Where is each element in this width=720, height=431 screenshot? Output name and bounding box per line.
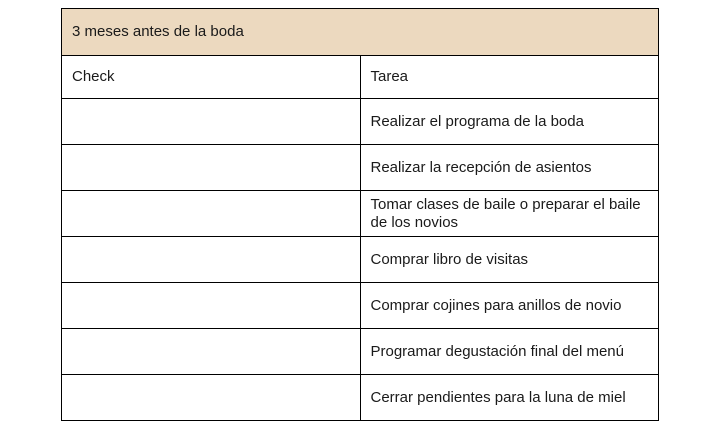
row-checkbox-cell[interactable] xyxy=(62,237,361,283)
row-task-cell xyxy=(360,99,659,145)
column-header-task xyxy=(360,56,659,99)
row-task-cell xyxy=(360,145,659,191)
table-row xyxy=(62,237,659,283)
row-checkbox-cell[interactable] xyxy=(62,191,361,237)
row-task-label: Comprar libro de visitas xyxy=(370,250,529,268)
table-row xyxy=(62,375,659,421)
table-title-cell xyxy=(62,9,659,56)
table-title-row xyxy=(62,9,659,56)
column-header-check xyxy=(62,56,361,99)
checklist-table-body xyxy=(62,9,659,421)
table-row xyxy=(62,283,659,329)
row-checkbox-cell[interactable] xyxy=(62,99,361,145)
row-checkbox-cell[interactable] xyxy=(62,145,361,191)
row-task-label: Comprar cojines para anillos de novio xyxy=(370,296,622,314)
checklist-table-container xyxy=(61,8,659,414)
table-column-header-row xyxy=(62,56,659,99)
row-task-cell xyxy=(360,237,659,283)
row-task-label: Realizar la recepción de asientos xyxy=(370,158,592,176)
row-task-label: Realizar el programa de la boda xyxy=(370,112,584,130)
row-checkbox-cell[interactable] xyxy=(62,329,361,375)
column-header-task-label: Tarea xyxy=(370,68,409,85)
column-header-check-label: Check xyxy=(72,68,115,85)
table-row xyxy=(62,99,659,145)
row-task-label: Programar degustación final del menú xyxy=(370,342,624,360)
table-row xyxy=(62,145,659,191)
row-task-cell xyxy=(360,375,659,421)
table-title: 3 meses antes de la boda xyxy=(72,23,244,40)
row-task-label: Cerrar pendientes para la luna de miel xyxy=(370,388,626,406)
checklist-table xyxy=(61,8,659,421)
table-row xyxy=(62,329,659,375)
row-task-label: Tomar clases de baile o preparar el baile de los novios xyxy=(370,195,641,231)
row-task-cell xyxy=(360,283,659,329)
row-task-cell xyxy=(360,191,659,237)
row-checkbox-cell[interactable] xyxy=(62,375,361,421)
table-row xyxy=(62,191,659,237)
row-checkbox-cell[interactable] xyxy=(62,283,361,329)
row-task-cell xyxy=(360,329,659,375)
